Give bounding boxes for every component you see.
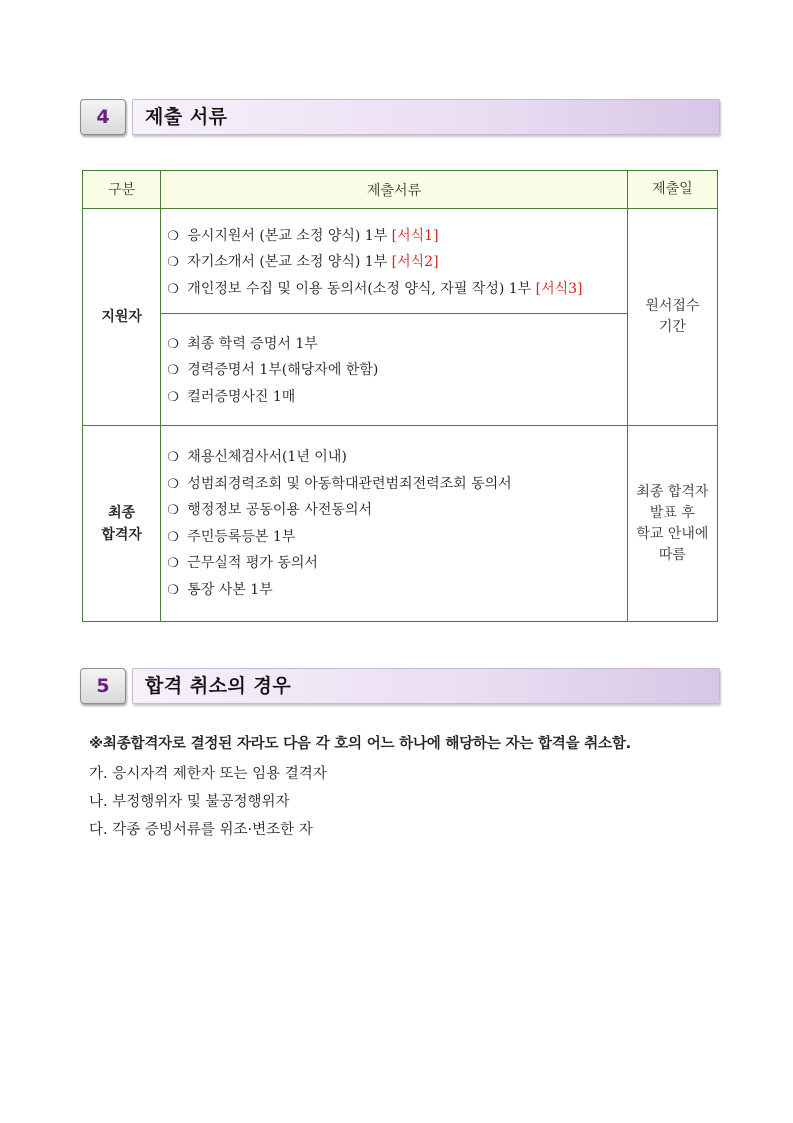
cancellation-item: 가. 응시자격 제한자 또는 임용 결격자 — [89, 766, 327, 782]
circle-bullet-icon: ❍ — [167, 582, 179, 598]
table-row — [83, 426, 718, 622]
list-item — [167, 524, 627, 551]
list-item — [167, 471, 627, 498]
circle-bullet-icon: ❍ — [167, 476, 179, 492]
cancellation-note: ※최종합격자로 결정된 자라도 다음 각 호의 어느 하나에 해당하는 자는 합격을 취소함. — [89, 736, 631, 752]
date-line: 학교 안내에 — [636, 525, 709, 542]
date-line: 따름 — [658, 546, 686, 563]
list-item — [167, 384, 627, 411]
applicant-docs-group-2 — [161, 314, 628, 426]
header-date: 제출일 — [627, 171, 717, 209]
list-item — [167, 497, 627, 524]
finalist-docs — [161, 426, 628, 622]
document-text: 개인정보 수집 및 이용 동의서(소정 양식, 자필 작성) 1부 — [187, 280, 536, 297]
list-item — [167, 444, 627, 471]
section-5-header — [80, 668, 720, 704]
section-5-number: 5 — [80, 668, 126, 704]
circle-bullet-icon: ❍ — [167, 503, 179, 518]
circle-bullet-icon: ❍ — [167, 389, 179, 405]
header-category: 구분 — [83, 171, 161, 209]
category-line: 합격자 — [101, 526, 142, 543]
circle-bullet-icon: ❍ — [167, 336, 179, 352]
document-text: 주민등록등본 1부 — [187, 528, 296, 545]
list-item — [167, 249, 627, 276]
document-text: 근무실적 평가 동의서 — [187, 555, 318, 571]
document-text: 성범죄경력조회 및 아동학대관련범죄전력조회 동의서 — [187, 475, 512, 492]
cancellation-conditions — [89, 732, 719, 844]
submission-documents-table — [82, 170, 718, 622]
document-text: 컬러증명사진 1매 — [187, 388, 296, 405]
circle-bullet-icon: ❍ — [167, 255, 179, 271]
date-line: 기간 — [658, 319, 686, 335]
list-item — [167, 276, 627, 303]
document-text: 행정정보 공동이용 사전동의서 — [187, 502, 373, 518]
document-list — [161, 223, 627, 303]
document-text: 경력증명서 1부(해당자에 한함) — [187, 362, 379, 379]
date-line: 최종 합격자 — [636, 483, 709, 500]
form-reference: [서식3] — [535, 280, 583, 297]
date-line: 발표 후 — [649, 504, 695, 521]
document-list — [161, 331, 627, 411]
list-item — [167, 357, 627, 384]
document-text: 최종 학력 증명서 1부 — [187, 335, 318, 352]
date-finalist — [627, 426, 717, 622]
section-4-title: 제출 서류 — [145, 106, 228, 128]
cancellation-item: 나. 부정행위자 및 불공정행위자 — [89, 794, 290, 810]
circle-bullet-icon: ❍ — [167, 363, 179, 379]
category-finalist — [83, 426, 161, 622]
category-applicant: 지원자 — [83, 209, 161, 426]
category-line: 최종 — [108, 504, 136, 521]
list-item — [167, 577, 627, 604]
list-item — [167, 331, 627, 358]
header-documents: 제출서류 — [161, 171, 628, 209]
table-row — [83, 209, 718, 314]
list-item — [167, 550, 627, 577]
document-text: 통장 사본 1부 — [187, 581, 273, 598]
section-4-title-bar — [132, 99, 720, 135]
document-text: 응시지원서 (본교 소정 양식) 1부 — [187, 227, 392, 244]
date-applicant — [627, 209, 717, 426]
circle-bullet-icon: ❍ — [167, 228, 179, 244]
list-item — [167, 223, 627, 250]
circle-bullet-icon: ❍ — [167, 450, 179, 465]
cancellation-item: 다. 각종 증빙서류를 위조·변조한 자 — [89, 822, 313, 838]
circle-bullet-icon: ❍ — [167, 529, 179, 545]
section-5-title-bar — [132, 668, 720, 704]
section-5-title: 합격 취소의 경우 — [145, 675, 292, 697]
document-list — [161, 444, 627, 603]
table-header-row — [83, 171, 718, 209]
table-row — [83, 314, 718, 426]
document-text: 자기소개서 (본교 소정 양식) 1부 — [187, 254, 392, 271]
section-4-number: 4 — [80, 99, 126, 135]
circle-bullet-icon: ❍ — [167, 281, 179, 297]
form-reference: [서식1] — [391, 227, 439, 244]
document-text: 채용신체검사서(1년 이내) — [187, 449, 347, 465]
form-reference: [서식2] — [391, 254, 439, 271]
applicant-docs-group-1 — [161, 209, 628, 314]
date-line: 원서접수 — [645, 298, 700, 314]
section-4-header — [80, 99, 720, 135]
circle-bullet-icon: ❍ — [167, 556, 179, 571]
